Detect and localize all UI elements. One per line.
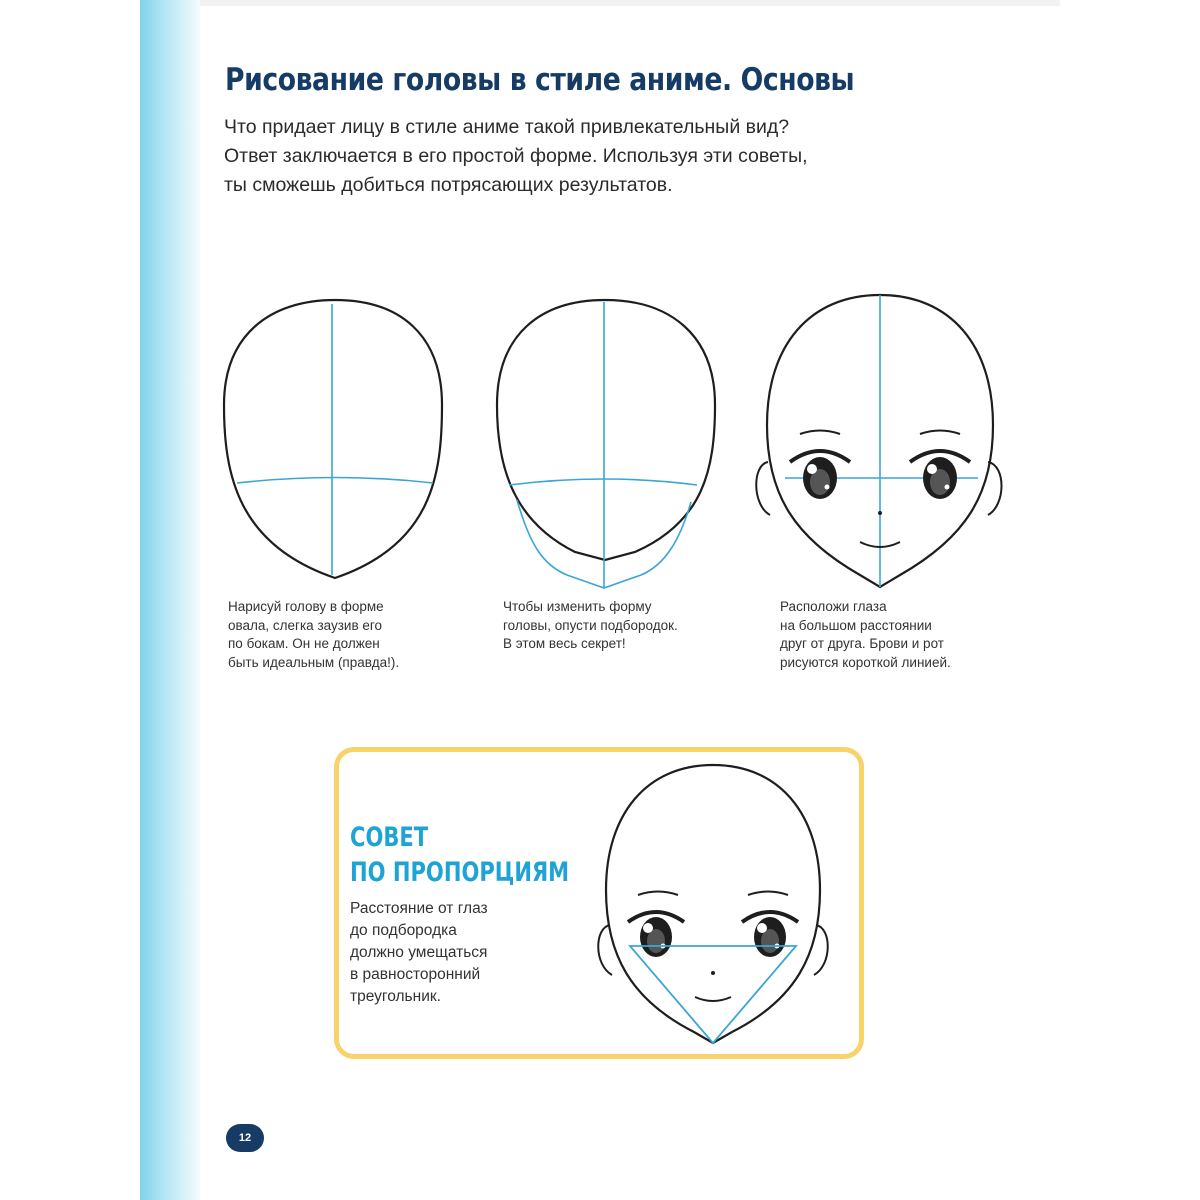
tip-text-line: Расстояние от глаз	[350, 900, 488, 917]
caption-line: друг от друга. Брови и рот	[780, 636, 944, 651]
caption-line: рисуются короткой линией.	[780, 654, 951, 670]
eye-left	[628, 912, 684, 957]
caption-line: Расположи глаза	[780, 599, 887, 614]
caption-line: по бокам. Он не должен	[228, 636, 380, 651]
side-color-band	[140, 0, 200, 1200]
tip-text-line: до подбородка	[350, 922, 457, 939]
equilateral-triangle-guide	[630, 946, 796, 1043]
eyebrow-left	[638, 892, 678, 896]
page-number-badge: 12	[226, 1124, 264, 1152]
tip-title-line: ПО ПРОПОРЦИЯМ	[350, 857, 570, 888]
step-3-caption	[780, 598, 951, 672]
step-2-caption	[503, 598, 678, 654]
ear-right	[988, 462, 1002, 515]
tip-text	[350, 898, 488, 1008]
intro-paragraph	[224, 113, 924, 200]
head-outline	[224, 300, 442, 578]
caption-line: Нарисуй голову в форме	[228, 599, 384, 614]
page-title: Рисование головы в стиле аниме. Основы	[225, 62, 855, 98]
eye-left	[790, 451, 850, 499]
caption-line: быть идеальным (правда!).	[228, 654, 400, 670]
step-1-caption	[228, 598, 399, 672]
tip-title	[350, 820, 569, 890]
eyebrow-right	[920, 431, 960, 435]
horizontal-guide-line	[237, 478, 433, 484]
ear-left	[756, 462, 770, 515]
caption-line: В этом весь секрет!	[503, 636, 626, 651]
tip-text-line: в равносторонний	[350, 966, 481, 983]
eye-right	[910, 451, 970, 499]
tip-text-line: треугольник.	[350, 988, 441, 1005]
eye-right	[742, 912, 798, 957]
head-sketch-step-3	[750, 290, 1010, 600]
intro-line: Что придает лицу в стиле аниме такой привлекательный вид?	[224, 116, 790, 138]
eyebrow-left	[800, 431, 840, 435]
intro-line: ты сможешь добиться потрясающих результатов.	[224, 174, 673, 196]
head-outline	[497, 300, 715, 560]
tip-title-line: СОВЕТ	[350, 822, 429, 853]
intro-line: Ответ заключается в его простой форме. Используя эти советы,	[224, 145, 808, 167]
caption-line: на большом расстоянии	[780, 617, 932, 633]
caption-line: Чтобы изменить форму	[503, 599, 652, 614]
mouth	[695, 997, 731, 1001]
top-rule	[200, 0, 1060, 6]
head-sketch-proportion	[590, 760, 840, 1052]
eyebrow-right	[748, 892, 788, 896]
tip-text-line: должно умещаться	[350, 944, 488, 961]
head-sketch-step-1	[210, 290, 460, 590]
head-sketch-step-2	[485, 290, 735, 600]
caption-line: овала, слегка заузив его	[228, 617, 383, 633]
caption-line: головы, опусти подбородок.	[503, 617, 678, 633]
horizontal-guide-line	[509, 479, 697, 485]
nose	[878, 511, 882, 515]
nose	[711, 971, 715, 975]
